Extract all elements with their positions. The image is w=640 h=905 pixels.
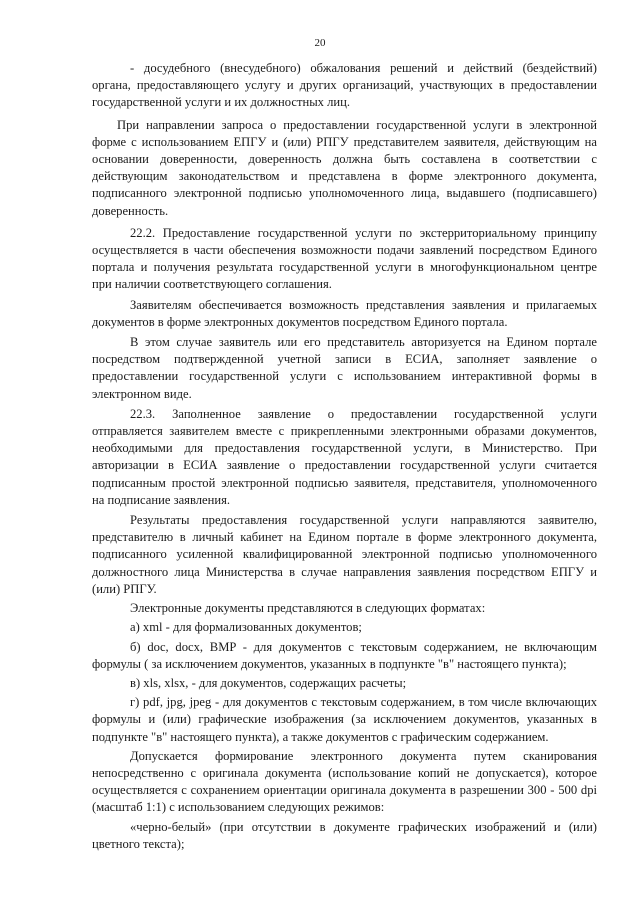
- text-line: г) pdf, jpg, jpeg - для документов с текстовым содержанием, в том числе включающих: [130, 695, 597, 710]
- text-line: осуществляется в части обеспечения возможности подачи заявлений посредством Единого: [92, 243, 597, 258]
- paragraph: [92, 675, 597, 692]
- paragraph: [92, 406, 597, 509]
- paragraph: [92, 819, 597, 853]
- paragraph: [92, 512, 597, 598]
- paragraph: [92, 334, 597, 403]
- text-line: при наличии соответствующего соглашения.: [92, 277, 332, 292]
- paragraph: [92, 694, 597, 746]
- text-line: отправляется заявителем вместе с прикрепленными электронными образами документов,: [92, 424, 597, 439]
- text-line: В этом случае заявитель или его представитель авторизуется на Едином портале: [130, 335, 597, 350]
- text-line: органа, предоставляющего услугу и других организаций, участвующих в предоставлении: [92, 78, 597, 93]
- text-line: непосредственно с оригинала документа (использование копий не допускается), которое: [92, 765, 597, 780]
- paragraph: [92, 117, 597, 220]
- text-line: документов в форме электронных документов посредством Единого портала.: [92, 314, 508, 329]
- text-line: формулы ( за исключением документов, указанных в подпункте "в" настоящего пункта);: [92, 656, 567, 671]
- text-line: электронном виде.: [92, 386, 192, 401]
- document-body: [92, 60, 597, 853]
- text-line: подписанного усиленной квалифицированной электронной подписью уполномоченного: [92, 547, 597, 562]
- text-line: государственной услуги и их должностных лиц.: [92, 95, 351, 110]
- text-line: - досудебного (внесудебного) обжалования решений и действий (бездействий): [130, 61, 597, 75]
- text-line: (масштаб 1:1) с использованием следующих режимов:: [92, 800, 385, 815]
- text-line: Допускается формирование электронного документа путем сканирования: [130, 748, 597, 763]
- paragraph: [92, 225, 597, 294]
- paragraph: [92, 60, 597, 112]
- text-line: доверенность.: [92, 203, 169, 218]
- text-line: Результаты предоставления государственной услуги направляются заявителю,: [130, 513, 597, 528]
- text-line: осуществляется с сохранением ориентации оригинала документа в разрешении 300 - 500 dpi: [92, 783, 597, 798]
- paragraph: [92, 600, 597, 617]
- text-line: б) doc, docx, BMP - для документов с текстовым содержанием, не включающим: [130, 639, 597, 654]
- text-line: необходимыми для предоставления государственной услуги, в Министерство. При: [92, 441, 597, 456]
- text-line: цветного текста);: [92, 836, 185, 851]
- text-line: представителю в личный кабинет на Едином портале в форме электронного документа,: [92, 530, 597, 545]
- text-line: посредством подтвержденной учетной записи в ЕСИА, заполняет заявление о: [92, 352, 597, 367]
- text-line: подписанным простой электронной подписью заявителя, представителя, уполномоченного: [92, 475, 597, 490]
- text-line: а) xml - для формализованных документов;: [130, 620, 362, 635]
- text-line: в) xls, xlsx, - для документов, содержащих расчеты;: [130, 675, 407, 690]
- text-line: должностного лица Министерства в случае направления заявления посредством ЕПГУ и: [92, 564, 597, 579]
- paragraph: [92, 619, 597, 636]
- text-line: авторизации в ЕСИА заявление о предоставлении государственной услуги считается: [92, 458, 597, 473]
- text-line: подписанного электронной подписью уполномоченного лица, выдавшего (подписавшего): [92, 186, 597, 201]
- text-line: Заявителям обеспечивается возможность представления заявления и прилагаемых: [130, 297, 597, 312]
- text-line: форме с использованием ЕПГУ и (или) РПГУ представителем заявителя, действующим на: [92, 134, 597, 149]
- text-line: 22.3. Заполненное заявление о предоставлении государственной услуги: [130, 406, 597, 421]
- text-line: «черно-белый» (при отсутствии в документе графических изображений и (или): [130, 819, 597, 834]
- text-line: (или) РПГУ.: [92, 581, 157, 596]
- text-line: основании доверенности, доверенность должна быть составлена в соответствии с: [92, 152, 597, 167]
- paragraph: [92, 297, 597, 331]
- paragraph: [92, 748, 597, 817]
- text-line: портала и получения результата государственной услуги в многофункциональном центре: [92, 260, 597, 275]
- text-line: Электронные документы представляются в следующих форматах:: [130, 601, 486, 616]
- text-line: на подписание заявления.: [92, 492, 231, 507]
- text-line: предоставлении государственной услуги с использованием интерактивной формы в: [92, 369, 597, 384]
- text-line: подпункте "в" настоящего пункта), а также документов с графическим содержанием.: [92, 729, 549, 744]
- page-number: 20: [314, 37, 326, 49]
- text-line: действующим законодательством и представлена в форме электронного документа,: [92, 169, 597, 184]
- text-line: При направлении запроса о предоставлении государственной услуги в электронной: [117, 117, 597, 132]
- paragraph: [92, 639, 597, 673]
- text-line: формулы и (или) графические изображения (за исключением документов, указанных в: [92, 712, 597, 727]
- text-line: 22.2. Предоставление государственной услуги по экстерриториальному принципу: [130, 225, 597, 240]
